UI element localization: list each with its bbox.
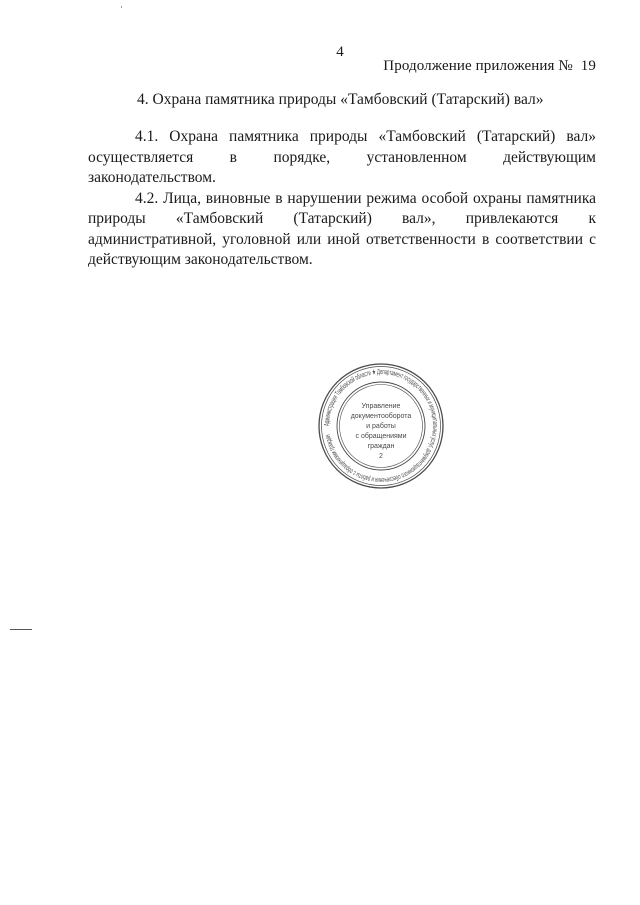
stamp-seal-graphic (317, 362, 445, 490)
section-heading: 4. Охрана памятника природы «Тамбовский (Татарский) вал» (137, 91, 544, 108)
appendix-continuation-note (383, 58, 596, 75)
stamp-center-line: с обращениями (355, 433, 407, 440)
official-stamp (317, 362, 445, 490)
paragraph-4-1: 4.1. Охрана памятника природы «Тамбовский (Татарский) вал» осуществляется в порядке, установленном действующим законодательством. (88, 128, 596, 186)
appendix-label: Продолжение приложения № (383, 58, 573, 74)
page-number: 4 (336, 44, 344, 60)
stamp-center-text (351, 403, 412, 460)
paragraph-4-2: 4.2. Лица, виновные в нарушении режима особой охраны памятника природы «Тамбовский (Татарский) вал», привлекаются к административной, уголовной или иной ответственности в соответствии с действующим законодательством. (88, 189, 596, 268)
stamp-outer-text: Администрация Тамбовской области ★ Департамент государственных и муниципальных услуг, документационного обеспечения и работы с обращениями граждан (321, 366, 441, 486)
stamp-center-number: 2 (379, 453, 383, 460)
stamp-center-line: и работы (366, 423, 396, 430)
section-body (88, 127, 596, 271)
stamp-center-line: документооборота (350, 413, 412, 420)
stamp-center-line: граждан (367, 443, 395, 450)
scan-speck (121, 6, 122, 8)
margin-line-mark (10, 629, 32, 630)
appendix-number: 19 (580, 58, 596, 74)
stamp-center-line: Управление (361, 403, 401, 410)
